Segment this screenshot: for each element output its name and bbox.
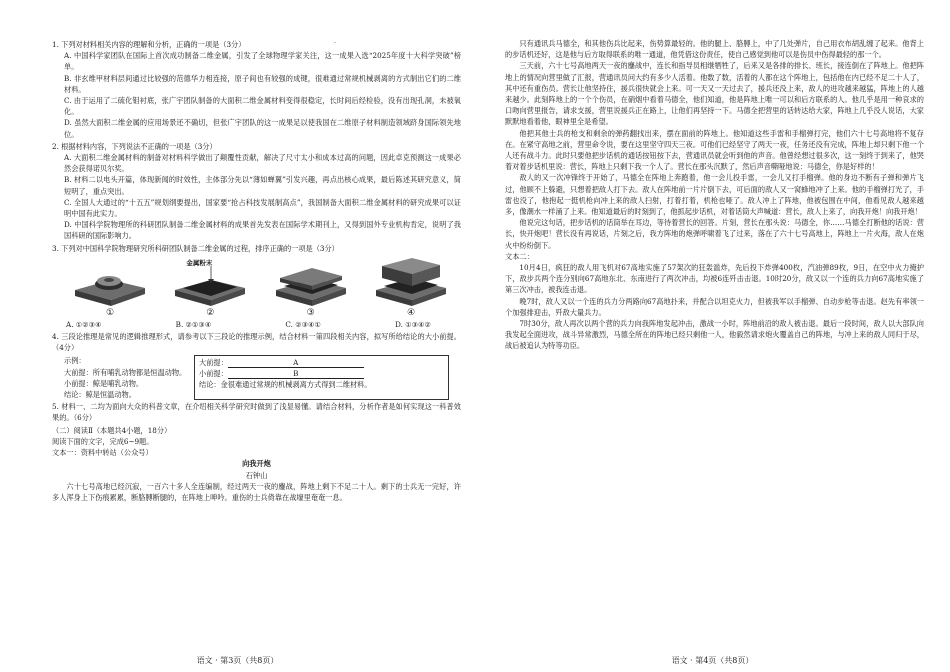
syllogism-example: [52, 355, 194, 400]
question-3-choice-a: A. ①②③④: [66, 319, 102, 329]
question-2-option-b: B. 材料二以电头开篇，体现新闻的时效性，主体部分先以“薄如蝉翼”引发兴趣，再点出核心成果，最后陈述其研究意义，简短明了，重点突出。: [64, 175, 461, 196]
figure-2: [166, 260, 254, 319]
powder-on-plate-icon: [171, 260, 249, 308]
page-footer-right: 语文 · 第4页（共8页）: [671, 656, 754, 665]
question-1-option-c: C. 由于运用了二硫化钼衬底，张广宇团队制备的大面积二维金属材料变得很稳定，长时间后经检验，没有出现孔洞，未被氧化。: [64, 96, 461, 117]
question-1: [52, 39, 461, 140]
syllogism-conclusion: 结论：金很难通过常规的机械剥离方式得到二维材料。: [199, 380, 372, 390]
story-continuation: [505, 38, 924, 251]
figure-3-number: ③: [306, 307, 315, 318]
question-2-stem: 2. 根据材料内容，下列说法不正确的一项是（3分）: [52, 141, 217, 151]
section-2-instruction: 阅读下面的文字，完成6~9题。: [52, 436, 154, 446]
question-1-option-b: B. 非玄维甲材料层间通过比较强的范德华力相连接，原子间也有较强的成键，很难通过常规机械剥离的方式制出它们的二维材料。: [64, 73, 461, 94]
text-1-label: 文本一：资料中转站（公众号）: [52, 448, 153, 458]
figure-1: [66, 260, 154, 319]
press-block-icon: [372, 254, 450, 308]
question-3-choice-d: D. ①③④②: [395, 319, 431, 329]
text-2-paragraph-1: 10月4日，疯狂的敌人用飞机对67高地实施了57架次的狂轰滥炸，先后投下炸弹400枚，汽油弹89枚，9日，在空中火力掩护下，敌步兵两个连分别向67高地东北、东南进行了两次冲击，均被6连歼击击退。10时20分，敌又以一个连的兵力向67高地实施了第三次冲击，被我连击退。: [505, 263, 924, 295]
question-4-stem: 4. 三段论推理是常见的逻辑推理形式，请参考以下三段论的推理示例，结合材料一第四段相关内容，拟写所给结论的大小前提。（4分）: [52, 332, 461, 353]
metal-powder-label: 金属粉末: [186, 258, 213, 267]
example-line-2: 大前提：所有哺乳动物都是恒温动物。: [64, 367, 187, 377]
question-5: [52, 401, 461, 423]
figure-4-number: ④: [406, 307, 416, 318]
text-2: [505, 251, 924, 352]
page-footer-left: 语文 · 第3页（共8页）: [196, 656, 279, 665]
text-2-paragraph-3: 7时30分，敌人再次以两个营的兵力向我阵地发起冲击，激战一小时，阵地前沿的敌人被击退。最后一段时间，敌人以大部队向我发起全面进攻，战斗异常激烈，马德全所在的阵地已经只剩他一人，他毅然请求炮火覆盖自己的阵地，与冲上来的敌人同归于尽，战后被追认为特等功臣。: [505, 319, 924, 351]
syllogism-answer-box: [194, 355, 449, 400]
figure-4: [367, 254, 455, 319]
text-2-paragraph-2: 晚7时，敌人又以一个连的兵力分两路向67高地扑来，并配合以坦克火力，但被我军以手榴弹、自动步枪等击退。赵先有率领一个加强排迎击，歼敌大量兵力。: [505, 296, 924, 317]
question-3-choice-c: C. ②③④①: [285, 319, 321, 329]
section-2-heading: （二）阅读Ⅱ（本题共4小题，18分）: [52, 425, 172, 435]
minor-premise-blank[interactable]: B: [228, 369, 364, 379]
question-1-option-d: D. 虽然大面积二维金属的应用场景还不确切，但张广宇团队的这一成果足以使我国在二维原子材料制造领域跻身国际领先地位。: [64, 118, 461, 139]
question-1-stem: 1. 下列对材料相关内容的理解和分析，正确的一项是（3分）: [52, 40, 246, 49]
example-line-4: 结论：鲸是恒温动物。: [64, 390, 136, 400]
syllogism-area: [52, 355, 461, 400]
question-2-option-d: D. 中国科学院物理所的科研团队制备二维金属材料的成果首先发表在国际学术期刊上，又得到国外专业机构肯定，说明了我国科研的国际影响力。: [64, 220, 461, 241]
figure-3: [267, 260, 355, 319]
example-line-3: 小前提：鲸是哺乳动物。: [64, 378, 144, 388]
story-author: 石钟山: [245, 470, 268, 480]
figure-2-number: ②: [206, 307, 215, 318]
question-3-choice-b: B. ②①③④: [175, 319, 212, 329]
question-2-option-c: C. 全国人大通过的“十五五”规划纲要提出，国家要“抢占科技发展制高点”，我国制备大面积二维金属材料的研究成果可以证明中国有此实力。: [64, 197, 461, 219]
major-premise-blank[interactable]: A: [228, 358, 364, 368]
question-3: [52, 243, 461, 254]
stray-mark: ·: [334, 40, 336, 47]
story-title: 向我开炮: [242, 459, 271, 469]
question-2: [52, 141, 461, 242]
question-3-choices: [66, 319, 431, 330]
figure-1-number: ①: [105, 307, 115, 318]
story-paragraph-2: 只有通讯兵马德全，和其他伤兵比起来，伤势算最轻的。他的腿上、胳膊上，中了几处弹片，自己用衣布胡乱缠了起来。他背上的步话机还好，这是他与后方取得联系的唯一通道，他凭借这份责任，使自己感觉到他可以是伤员中伤得最轻的那一个。: [505, 39, 924, 60]
text-2-label: 文本二：: [505, 251, 534, 261]
press-disc-icon: [71, 260, 149, 308]
minor-premise-label: 小前提：: [199, 369, 228, 379]
story-paragraph-1: 六十七号高地已经沉寂，一百六十多人全连编制，经过两天一夜的鏖战，阵地上剩下不足二十人。剩下的士兵无一完好，许多人浑身上下伤痕累累，断胳膊断腿的，在阵地上呻吟。重伤的士兵倚靠在战壕里奄奄一息。: [52, 481, 461, 502]
question-5-stem: 5. 材料一、二均为面向大众的科普文章，在介绍相关科学研究时做到了浅显易懂。请结合材料，分析作者是如何实现这一科普效果的。（6分）: [52, 402, 461, 423]
process-figures: [66, 257, 455, 319]
stacked-plates-icon: [272, 260, 350, 308]
question-3-stem: 3. 下列对中国科学院物理研究所科研团队制备二维金属的过程，排序正确的一项是（3分）: [52, 243, 339, 253]
page-right: [475, 0, 950, 672]
story-paragraph-5: 敌人的又一次冲锋终于开始了，马德全在阵地上奔跑着，他一会儿投手雷，一会儿又打手榴弹。他的身边不断有子弹和弹片飞过，他顾不上躲避，只想着把敌人打下去。敌人在阵地前一片片倒下去，可后面的敌人又一窝蜂地冲了上来。他的手榴弹打光了，手雷也没了，他抱起一挺机枪向冲上来的敌人扫射，打着打着，机枪也哑了。敌人冲上了阵地，他被包围在中间，他看见敌人越来越多，像潮水一样涌了上来。他知道最后的时刻到了，他抓起步话机，对着话筒大声喊道：营长，敌人上来了，向我开炮！向我开炮！: [505, 173, 924, 217]
example-line-1: 示例：: [64, 356, 86, 366]
major-premise-label: 大前提：: [199, 358, 228, 368]
question-2-option-a: A. 大面积二维金属材料的制备对材料科学做出了颠覆性贡献，解决了尺寸太小和成本过高的问题，因此卓克预测这一成果必然会获得诺贝尔奖。: [64, 153, 461, 174]
story-paragraph-6: 他说完这句话，把步话机的话筒举在耳边，等待着营长的回答。片刻，营长在那头说：马德全，你……马德全打断他的话说：营长，快开炮吧！营长没有再说话，片刻之后，我方阵地的炮弹呼啸着飞了过来，落在了六十七号高地上，阵地上一片火海，敌人在炮火中纷纷倒下。: [505, 218, 924, 250]
story-paragraph-4: 他把其他士兵的枪支和剩余的弹药翻找出来，摆在面前的阵地上。他知道这些手雷和手榴弹打完，他们六十七号高地将不复存在。在紧守高地之前，营里命令说，要在这里坚守四天三夜。可他们已经坚守了两天一夜，任务还没有完成，阵地上却只剩下他一个人还有战斗力。此时只要他把步话机的通话按钮按下去，营通讯员就会听到他的声音。他曾经想过很多次，这一刻终于到来了，他哭着对着步话机里说：营长，阵地上只剩下我一个人了。营长在那头沉默了，然后声音嘶哑地说：马德全，你是好样的！: [505, 128, 924, 172]
question-4: [52, 331, 461, 400]
reading-section-2: [52, 425, 461, 503]
story-paragraph-3: 三天前，六十七号高地两天一夜的鏖战中，连长和指导员相继牺牲了，后来又是各排的排长、班长，接连倒在了阵地上。他把阵地上的情况向营里做了汇报，营通讯员问大约有多少人活着。他数了数，活着的人都在这个阵地上，包括他在内已经不足二十人了，其中还有重伤员。营长让他坚持住，援兵很快就会上来。可一天又一天过去了，援兵还没上来，敌人的进攻越来越猛，阵地上的人越来越少。此刻阵地上的一个个伤员，在硝烟中看着马德全，他们知道，他是阵地上唯一可以和后方联系的人。他几乎是用一种哀求的口吻向营里报告，请求支援，营里说援兵正在路上，让他们再坚持一下。马德全把营里的话转达给大家，阵地上几乎没人说话，大家默默地看着他，眼神里全是希望。: [505, 61, 924, 127]
question-1-option-a: A. 中国科学家团队在国际上首次成功制备二维金属，引发了全球物理学家关注，这一成果入选“2025年度十大科学突破”榜单。: [64, 51, 461, 72]
